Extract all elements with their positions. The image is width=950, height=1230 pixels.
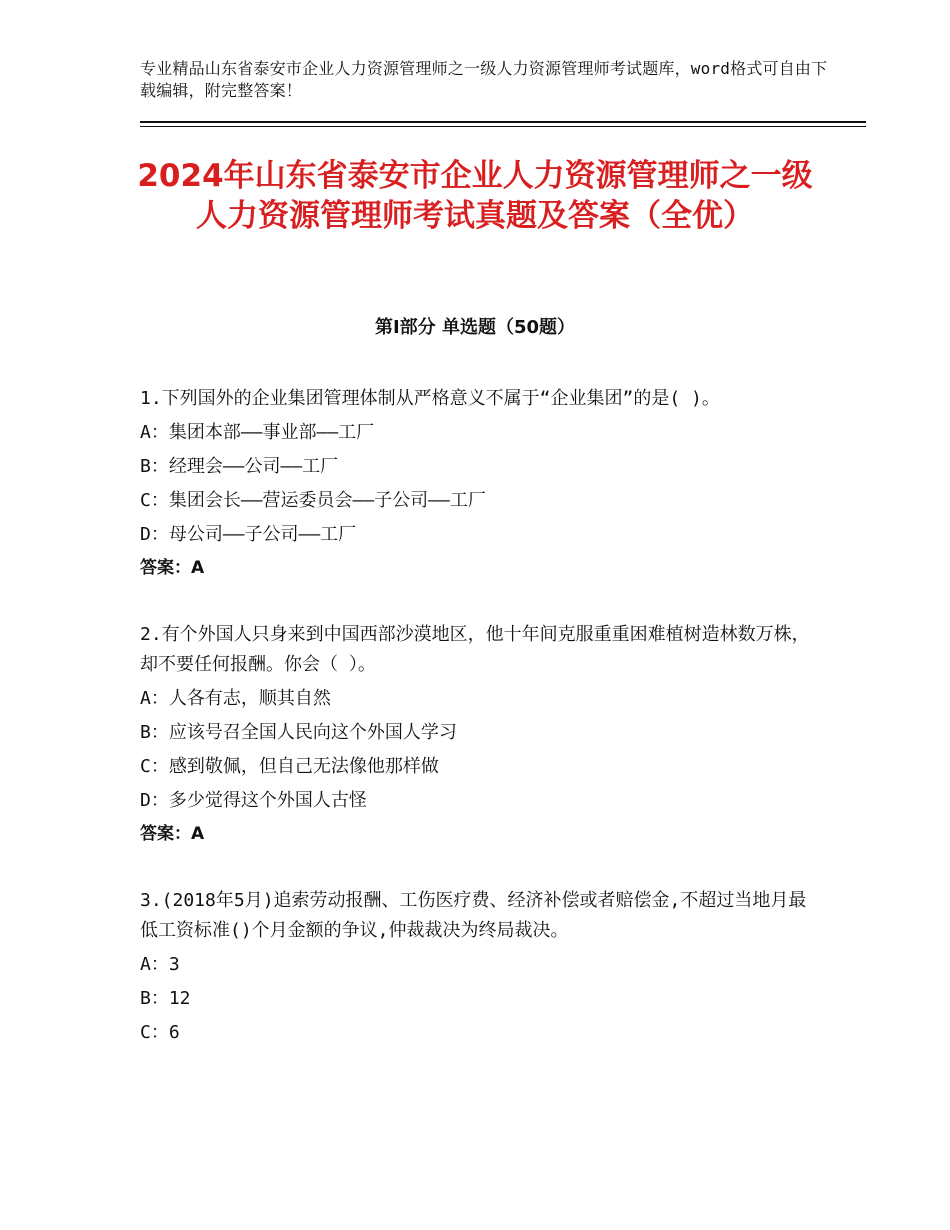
question-answer: 答案：A [140,824,205,844]
question-option-b: B：12 [140,988,191,1009]
question-stem: 3.(2018年5月)追索劳动报酬、工伤医疗费、经济补偿或者赔偿金,不超过当地月最低工资标准()个月金额的争议,仲裁裁决为终局裁决。 [140,890,807,941]
header-note: 专业精品山东省泰安市企业人力资源管理师之一级人力资源管理师考试题库，word格式可自由下载编辑，附完整答案！ [140,59,828,100]
question-option-c: C：集团会长——营运委员会——子公司——工厂 [140,490,486,511]
question-option-b: B：经理会——公司——工厂 [140,456,339,477]
question-option-c: C：感到敬佩，但自己无法像他那样做 [140,756,439,777]
section-title: 第Ⅰ部分 单选题（50题） [374,317,575,338]
question-option-b: B：应该号召全国人民向这个外国人学习 [140,722,457,743]
question-2 [140,620,820,848]
question-3 [140,886,820,1048]
question-option-d: D：多少觉得这个外国人古怪 [140,790,367,811]
question-option-a: A：人各有志，顺其自然 [140,688,331,709]
document-title: 2024年山东省泰安市企业人力资源管理师之一级人力资源管理师考试真题及答案（全优） [137,158,813,234]
question-option-d: D：母公司——子公司——工厂 [140,524,357,545]
header-rule-thin [140,126,866,127]
question-stem: 2.有个外国人只身来到中国西部沙漠地区，他十年间克服重重困难植树造林数万株，却不要任何报酬。你会（ ）。 [140,624,810,675]
question-option-a: A：3 [140,954,180,975]
question-option-a: A：集团本部——事业部——工厂 [140,422,375,443]
question-stem: 1.下列国外的企业集团管理体制从严格意义不属于“企业集团”的是( )。 [140,388,720,409]
question-answer: 答案：A [140,558,205,578]
question-list [140,384,820,1086]
question-1 [140,384,820,582]
header-rule-thick [140,121,866,123]
question-option-c: C：6 [140,1022,180,1043]
